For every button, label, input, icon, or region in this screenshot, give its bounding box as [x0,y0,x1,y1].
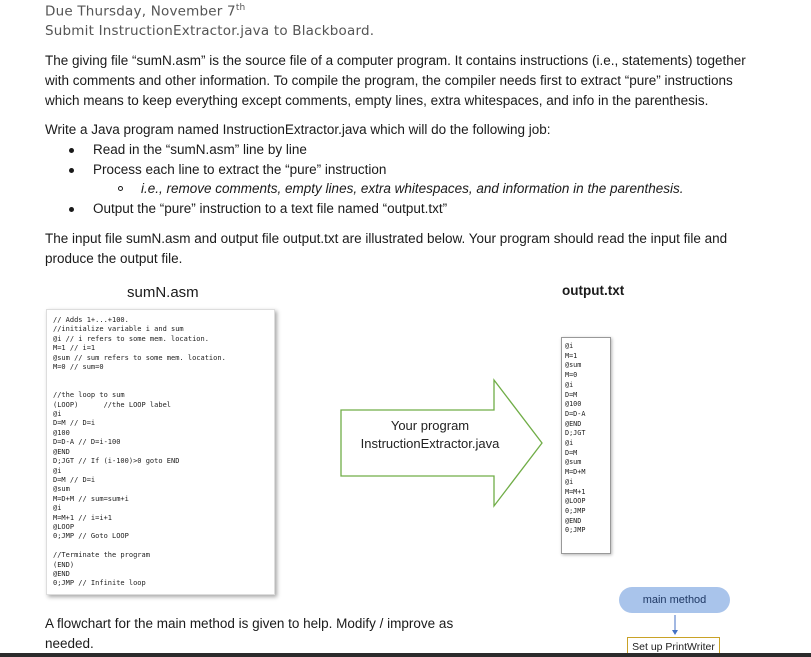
intro-line: The giving file “sumN.asm” is the source file of a computer program. It contains instructions (i.e., statements) together [45,53,746,68]
intro-line: which means to keep everything except comments, empty lines, extra whitespaces, and info in the parenthesis. [45,93,709,108]
due-date: Due Thursday, November 7th [45,3,246,20]
output-code-box [561,337,611,554]
bullet-output: Output the “pure” instruction to a text file named “output.txt” [93,201,448,216]
io-line: produce the output file. [45,251,183,266]
setup-printwriter-label: Set up PrintWriter [632,640,715,653]
bullet-icon [69,207,74,212]
connector-arrowhead [672,630,678,635]
input-code-page [46,309,275,595]
intro-paragraph [45,51,805,111]
flowchart-line: A flowchart for the main method is given to help. Modify / improve as [45,616,454,631]
bullet-icon [69,168,74,173]
bottom-edge [0,653,811,657]
flow-connector-arrow [670,614,680,637]
submit-instruction: Submit InstructionExtractor.java to Blackboard. [45,23,375,39]
main-method-node [619,587,730,613]
sub-bullet-details: i.e., remove comments, empty lines, extra whitespaces, and information in the parenthesis. [141,181,684,196]
arrow-label-line1: Your program [390,418,470,433]
due-date-suffix: th [235,3,246,13]
io-line: The input file sumN.asm and output file output.txt are illustrated below. Your program should read the input file and [45,231,728,246]
sub-bullet-icon [118,186,123,191]
arrow-label [345,417,515,453]
input-code: // Adds 1+...+100. //initialize variable i and sum @i // i refers to some mem. location. M=1 // i=1 @sum // sum refers to some mem. location. M=0 // sum=0 //the loop to sum (LOOP) //the LOOP label @i D=M // D=i @100 D=D-A // D=i-100 @END D;JGT // If (i-100)>0 goto END @i D=M // D=i @sum M=D+M // sum=sum+i @i M=M+1 // i=i+1 @LOOP 0;JMP // Goto LOOP //Terminate the program (END) @END 0;JMP // Infinite loop [53,316,226,588]
main-method-label: main method [642,594,707,606]
output-code: @i M=1 @sum M=0 @i D=M @100 D=D-A @END D;JGT @i D=M @sum M=D+M @i M=M+1 @LOOP 0;JMP @END 0;JMP [565,342,586,535]
flowchart-paragraph [45,614,525,654]
flowchart-line: needed. [45,636,94,651]
input-file-title: sumN.asm [127,284,199,301]
arrow-label-line2: InstructionExtractor.java [360,436,500,451]
bullet-process: Process each line to extract the “pure” instruction [93,162,387,177]
intro-line: with comments and other information. To compile the program, the compiler needs first to extract “pure” instructions [45,73,733,88]
task-intro: Write a Java program named InstructionExtractor.java which will do the following job: [45,122,551,137]
io-paragraph [45,229,805,269]
bullet-icon [69,148,74,153]
bullet-read: Read in the “sumN.asm” line by line [93,142,307,157]
output-file-title: output.txt [562,283,625,298]
